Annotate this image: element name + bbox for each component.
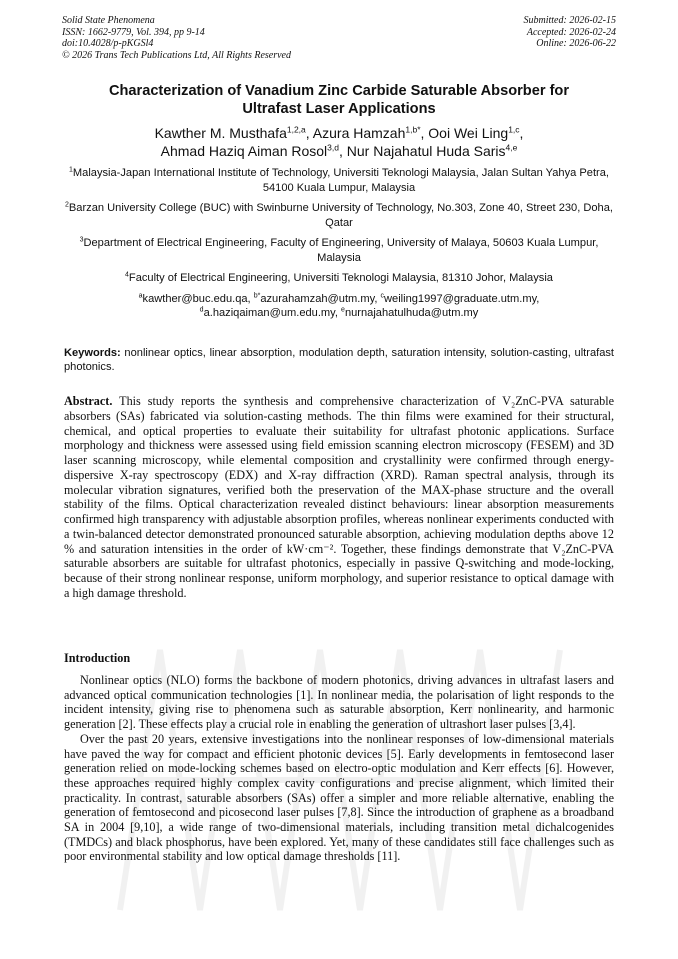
email-link[interactable]: a.haziqaiman@um.edu.my, (203, 307, 342, 319)
abstract-block (64, 394, 614, 601)
author-name: Ahmad Haziq Aiman Rosol (160, 143, 328, 159)
author-name: Ooi Wei Ling (428, 125, 509, 141)
journal-header (62, 15, 291, 61)
online-date: Online: 2026-06-22 (536, 38, 616, 49)
dates-header (524, 15, 617, 50)
affiliation-4: $^4$Faculty of Electrical Engineering, Universiti Teknologi Malaysia, 81310 Johor, Malaysia (125, 271, 553, 284)
section-heading-introduction: Introduction (64, 651, 131, 665)
affiliation-2: $^2$Barzan University College (BUC) with Swinburne University of Technology, No.303, Zone 40, Street 230, Doha, Qatar (65, 201, 613, 229)
keywords-text: nonlinear optics, linear absorption, modulation depth, saturation intensity, solution-casting, ultrafast photonics. (64, 347, 614, 373)
doi-link[interactable]: doi:10.4028/p-pKGSl4 (62, 38, 154, 49)
title-line-2: Ultrafast Laser Applications (242, 101, 436, 117)
paper-title (64, 82, 614, 118)
affiliation-3: $^3$Department of Electrical Engineering, Faculty of Engineering, University of Malaya, 50603 Kuala Lumpur, Malaysia (79, 236, 599, 264)
author-line-2: Ahmad Haziq Aiman Rosol$^{3,d}$, Nur Najahatul Huda Saris$^{4,e}$ (160, 142, 518, 159)
paragraph: Over the past 20 years, extensive investigations into the nonlinear responses of low-dimensional materials have paved the way for compact and efficient photonic devices [5]. Early developments in femtosecond laser generation relied on mode-locking schemes based on electro-optic modulation and Kerr effects [6]. However, these approaches required highly complex cavity configurations and precise alignment, which limited their practicality. In contrast, saturable absorbers (SAs) offer a simpler and more reliable alternative, enabling the generation of femtosecond and picosecond laser pulses [7,8]. Since the introduction of graphene as a broadband SA in 2004 [9,10], a wide range of two-dimensional materials, including transition metal dichalcogenides (TMDCs) and black phosphorus, have been explored. Yet, many of these candidates still face challenges such as poor environmental stability and low optical damage thresholds [11]. (64, 731, 614, 864)
email-line-2: $^d$a.haziqaiman@um.edu.my, $^e$nurnajahatulhuda@utm.my (199, 306, 479, 319)
abstract-label: Abstract. (64, 394, 113, 408)
keywords-block (64, 346, 614, 374)
email-link[interactable]: kawther@buc.edu.qa, (142, 292, 254, 305)
author-line-1: Kawther M. Musthafa$^{1,2,a}$, Azura Hamzah$^{1,b*}$, Ooi Wei Ling$^{1,c}$, (154, 124, 524, 141)
title-line-1: Characterization of Vanadium Zinc Carbide Saturable Absorber for (108, 83, 570, 99)
author-name: Kawther M. Musthafa (154, 125, 287, 141)
accepted-date: Accepted: 2026-02-24 (526, 26, 616, 38)
email-link[interactable]: azurahamzah@utm.my, (260, 292, 381, 305)
email-link[interactable]: weiling1997@graduate.utm.my, (384, 292, 540, 305)
affiliations (64, 166, 614, 321)
abstract-text: This study reports the synthesis and comprehensive characterization of V₂ZnC-PVA saturable absorbers (SAs) fabricated via solution-casting methods. The thin films were examined for their structural, chemical, and optical properties to evaluate their suitability for ultrafast photonic applications. Surface morphology and thickness were assessed using field emission scanning electron microscopy (FESEM) and 3D laser scanning microscopy, while elemental composition and crystallinity were confirmed through energy-dispersive X-ray spectroscopy (EDX) and X-ray diffraction (XRD). Raman spectral analysis, through its molecular vibration signatures, verified both the preservation of the MAX-phase structure and the overall stability of the films. Optical characterization revealed distinct behaviours: linear absorption measurements confirmed high transparency with adjustable absorption profiles, whereas nonlinear experiments conducted with a twin-balanced detector demonstrated pronounced saturable absorption, achieving modulation depths above 12 % and saturation intensities in the order of kW·cm⁻². Together, these findings demonstrate that V₂ZnC-PVA saturable absorbers are suitable for ultrafast photonics, especially in passive Q-switching and mode-locking, because of their strong nonlinear response, uniform morphology, and superior resistance to optical damage with a high damage threshold. (64, 394, 614, 600)
email-link[interactable]: nurnajahatulhuda@utm.my (344, 307, 479, 319)
author-list (64, 124, 614, 160)
author-affil-sup: 3,d (327, 142, 339, 153)
author-name: Azura Hamzah (312, 125, 406, 141)
copyright-line: © 2026 Trans Tech Publications Ltd, All Rights Reserved (62, 49, 291, 61)
author-name: Nur Najahatul Huda Saris (346, 143, 506, 159)
author-affil-sup: 1,c (508, 124, 520, 135)
submitted-date: Submitted: 2026-02-15 (523, 15, 616, 26)
journal-name: Solid State Phenomena (62, 15, 155, 26)
author-affil-sup: 4,e (505, 142, 518, 153)
email-line-1: $^a$kawther@buc.edu.qa, $^{b*}$azurahamzah@utm.my, $^c$weiling1997@graduate.utm.my, (138, 291, 540, 305)
keywords-label: Keywords: (64, 347, 121, 359)
affiliation-1: $^1$Malaysia-Japan International Institute of Technology, Universiti Teknologi Malaysia, Jalan Sultan Yahya Petra, 54100 Kuala Lumpur, Malaysia (69, 166, 609, 194)
introduction-body (64, 673, 614, 864)
paragraph: Nonlinear optics (NLO) forms the backbone of modern photonics, driving advances in ultrafast lasers and advanced optical communication technologies [1]. In nonlinear media, the polarisation of light responds to the incident intensity, giving rise to phenomena such as saturable absorption, Kerr nonlinearity, and harmonic generation [2]. These effects play a crucial role in enabling the generation of ultrashort laser pulses [3,4]. (64, 673, 614, 732)
email-list (64, 292, 614, 321)
issn-line: ISSN: 1662-9779, Vol. 394, pp 9-14 (62, 26, 205, 38)
author-affil-sup: 1,b* (405, 124, 421, 135)
author-affil-sup: 1,2,a (286, 124, 306, 135)
